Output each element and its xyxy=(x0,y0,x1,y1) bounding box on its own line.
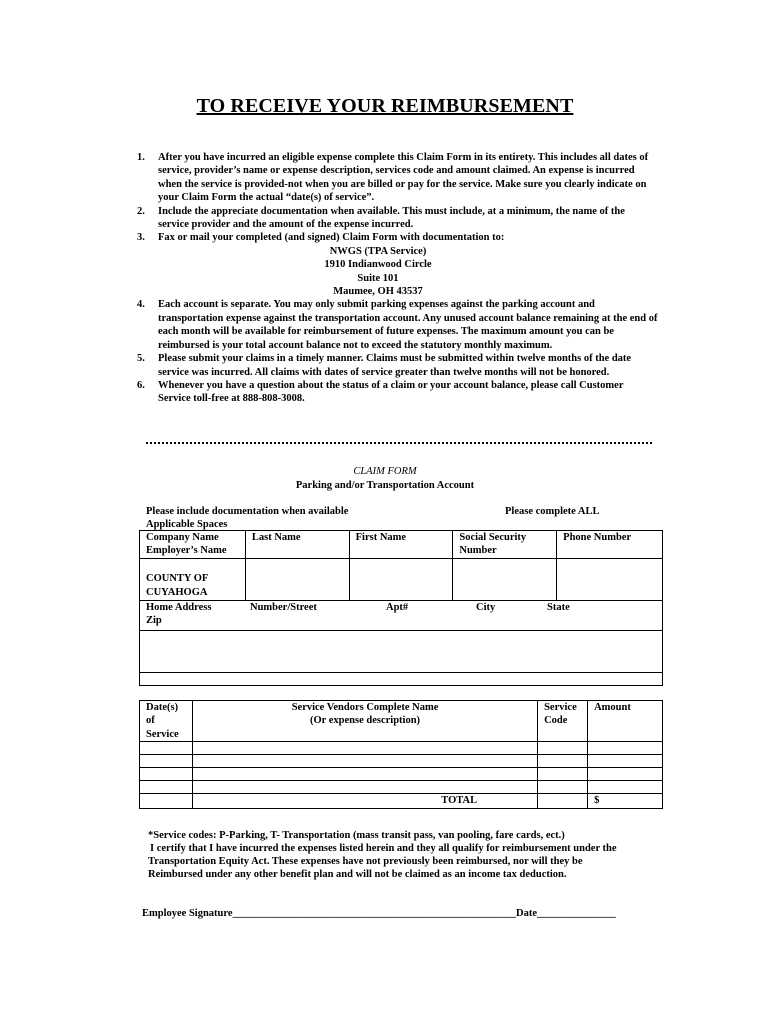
certification-line-2: Transportation Equity Act. These expenses have not previously been reimbursed, nor will they be xyxy=(148,856,583,867)
zip-label: Zip xyxy=(146,615,162,627)
dates-label-of: of xyxy=(146,715,155,727)
ssn-label: Social Security xyxy=(459,532,527,543)
county-name: CUYAHOGA xyxy=(146,586,208,598)
state-label: State xyxy=(547,602,570,613)
employee-info-table xyxy=(139,530,663,601)
address-table xyxy=(139,600,663,686)
address-field-extra[interactable] xyxy=(140,673,663,686)
instruction-number: 1. xyxy=(137,152,145,163)
instruction-number: 6. xyxy=(137,379,145,391)
phone-number-field[interactable] xyxy=(557,559,663,601)
instruction-text: Each account is separate. You may only submit parking expenses against the parking account and transportation expense against the transportation account. Any unused account balance remaining at the end of each month will be available for reimbursement of future expenses. The maximum amount you can be reimbursed is your total account balance not to exceed the statutory monthly maximum. xyxy=(158,299,658,351)
phone-number-header: Phone Number xyxy=(557,531,663,559)
amount-cell[interactable] xyxy=(588,742,663,755)
total-date-cell xyxy=(140,794,193,808)
code-cell[interactable] xyxy=(538,781,588,794)
instruction-text: Fax or mail your completed (and signed) Claim Form with documentation to: xyxy=(158,232,505,244)
dotted-separator xyxy=(146,429,652,444)
currency-symbol: $ xyxy=(594,795,600,807)
company-name-value[interactable] xyxy=(140,559,246,601)
date-label: Date xyxy=(516,908,538,919)
dates-label: Date(s) xyxy=(146,702,179,713)
mailing-address xyxy=(158,245,658,299)
instruction-item xyxy=(118,298,658,352)
instruction-number: 3. xyxy=(137,232,145,244)
instruction-item xyxy=(118,352,658,379)
vendor-cell[interactable] xyxy=(192,755,537,768)
instruction-item xyxy=(118,205,658,232)
amount-cell[interactable] xyxy=(588,768,663,781)
amount-header: Amount xyxy=(588,701,663,742)
total-amount-cell[interactable] xyxy=(588,794,663,808)
company-name-header xyxy=(140,531,246,559)
documentation-note: Please include documentation when available xyxy=(146,506,349,517)
table-row xyxy=(140,755,663,768)
apt-label: Apt# xyxy=(386,602,409,613)
ssn-field[interactable] xyxy=(453,559,557,601)
address-line: Suite 101 xyxy=(357,272,399,284)
address-field[interactable] xyxy=(140,631,663,673)
service-code-label-2: Code xyxy=(544,715,568,727)
code-cell[interactable] xyxy=(538,742,588,755)
vendor-label: Service Vendors Complete Name xyxy=(291,702,439,713)
code-cell[interactable] xyxy=(538,755,588,768)
vendor-cell[interactable] xyxy=(192,781,537,794)
total-label-cell xyxy=(192,794,537,808)
first-name-header: First Name xyxy=(349,531,453,559)
instruction-number: 4. xyxy=(137,299,145,311)
service-code-label: Service xyxy=(544,702,577,713)
instructions-list xyxy=(118,151,658,406)
dates-label-service: Service xyxy=(146,728,179,740)
last-name-header: Last Name xyxy=(245,531,349,559)
date-cell[interactable] xyxy=(140,781,193,794)
instruction-item xyxy=(118,151,658,205)
complete-all-note: Please complete ALL xyxy=(505,506,600,517)
applicable-spaces-note: Applicable Spaces xyxy=(146,519,228,530)
date-cell[interactable] xyxy=(140,768,193,781)
instruction-item xyxy=(118,379,658,406)
employee-signature-label: Employee Signature xyxy=(142,908,233,919)
instruction-number: 5. xyxy=(137,353,145,365)
page-title: TO RECEIVE YOUR REIMBURSEMENT xyxy=(196,95,574,117)
address-line: Maumee, OH 43537 xyxy=(333,286,423,298)
certification-line-1: I certify that I have incurred the expenses listed herein and they all qualify for reimbursement under the xyxy=(150,843,617,854)
vendor-sublabel: (Or expense description) xyxy=(310,715,421,727)
total-label: TOTAL xyxy=(441,795,478,807)
claim-form-subtitle: Parking and/or Transportation Account xyxy=(295,480,475,491)
vendor-header xyxy=(192,701,537,742)
vendor-cell[interactable] xyxy=(192,742,537,755)
amount-cell[interactable] xyxy=(588,755,663,768)
table-row xyxy=(140,781,663,794)
service-codes-note: *Service codes: P-Parking, T- Transportation (mass transit pass, van pooling, fare cards, ect.) xyxy=(148,830,565,841)
instruction-text: Whenever you have a question about the status of a claim or your account balance, please call Customer Service toll-free at 888-808-3008. xyxy=(158,379,624,405)
first-name-field[interactable] xyxy=(349,559,453,601)
address-line: NWGS (TPA Service) xyxy=(329,245,427,257)
certification-line-3: Reimbursed under any other benefit plan and will not be claimed as an income tax deduction. xyxy=(148,869,567,880)
employee-signature-field[interactable]: ______________________________________________________ xyxy=(232,908,517,919)
dates-header xyxy=(140,701,193,742)
instruction-text: Include the appreciate documentation when available. This must include, at a minimum, the name of the service provider and the amount of the expense incurred. xyxy=(158,205,625,231)
instruction-item xyxy=(118,231,658,298)
instruction-number: 2. xyxy=(137,205,145,217)
expense-table xyxy=(139,700,663,809)
code-cell[interactable] xyxy=(538,768,588,781)
ssn-header xyxy=(453,531,557,559)
signature-row xyxy=(142,907,616,920)
employer-name-label: Employer’s Name xyxy=(146,545,227,557)
number-street-label: Number/Street xyxy=(250,602,317,613)
last-name-field[interactable] xyxy=(245,559,349,601)
total-code-cell xyxy=(538,794,588,808)
table-row xyxy=(140,742,663,755)
instruction-text: Please submit your claims in a timely manner. Claims must be submitted within twelve months of the date service was incurred. All claims with dates of service greater than twelve months will not be honored. xyxy=(158,353,632,378)
date-cell[interactable] xyxy=(140,755,193,768)
instruction-text: After you have incurred an eligible expense complete this Claim Form in its entirety. This includes all dates of service, provider’s name or expense description, services code and amount claimed. An expense is incurred when the service is provided-not when you are billed or pay for the service. Make sure you clearly indicate on your Claim Form the actual “date(s) of service”. xyxy=(158,152,649,204)
vendor-cell[interactable] xyxy=(192,768,537,781)
address-line: 1910 Indianwood Circle xyxy=(324,259,432,271)
date-field[interactable]: _______________ xyxy=(537,908,616,919)
claim-form-title: CLAIM FORM xyxy=(353,466,417,477)
table-row xyxy=(140,768,663,781)
amount-cell[interactable] xyxy=(588,781,663,794)
total-row xyxy=(140,794,663,808)
ssn-label-2: Number xyxy=(459,545,497,557)
city-label: City xyxy=(476,602,496,613)
home-address-label: Home Address xyxy=(146,602,212,613)
service-code-header xyxy=(538,701,588,742)
address-header xyxy=(140,601,663,631)
date-cell[interactable] xyxy=(140,742,193,755)
company-name-label: Company Name xyxy=(146,532,219,543)
county-label: COUNTY OF xyxy=(146,573,209,585)
